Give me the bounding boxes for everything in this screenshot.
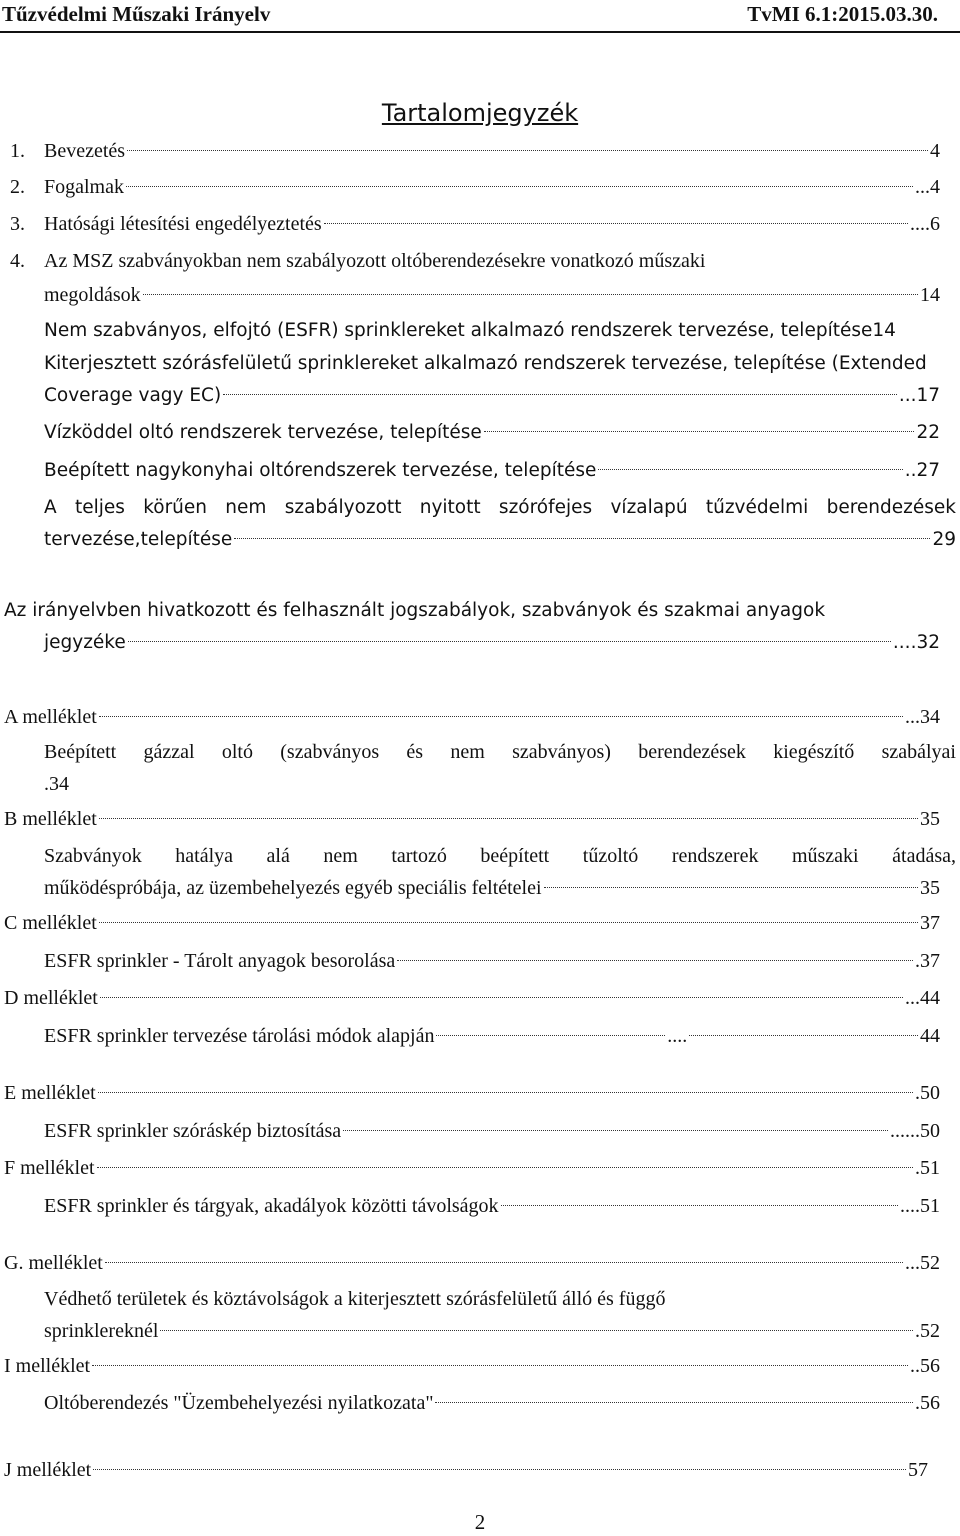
toc-entry-annex-c[interactable] <box>4 906 940 940</box>
toc-text: ESFR sprinkler tervezése tárolási módok alapján <box>44 1025 435 1047</box>
toc-entry-open-nozzle[interactable] <box>44 492 956 556</box>
toc-leader-dots <box>97 1167 913 1168</box>
toc-leader-dots <box>99 922 918 923</box>
toc-entry-esfr-spray-pattern[interactable] <box>44 1114 940 1148</box>
toc-leader-dots <box>99 716 903 717</box>
toc-entry-esfr-obstructions[interactable] <box>44 1189 940 1223</box>
toc-page: 35 <box>920 877 940 899</box>
toc-page: ...44 <box>905 987 940 1009</box>
toc-entry-non-standard-handover[interactable] <box>44 840 956 904</box>
toc-entry-gas-extinguishing[interactable] <box>44 736 956 800</box>
toc-page: 4 <box>930 140 940 162</box>
toc-page: 14 <box>872 320 896 341</box>
toc-entry-protected-areas[interactable] <box>44 1283 940 1347</box>
toc-text: E melléklet <box>4 1082 96 1104</box>
toc-page: ...4 <box>915 176 940 198</box>
toc-text-line-1: A teljes körűen nem szabályozott nyitott szórófejes vízalapú tűzvédelmi berendezések <box>44 497 956 518</box>
toc-page: ....51 <box>900 1195 940 1217</box>
toc-text: Hatósági létesítési engedélyeztetés <box>44 213 322 235</box>
toc-text: ESFR sprinkler - Tárolt anyagok besorolása <box>44 950 396 972</box>
toc-entry-esfr[interactable] <box>44 314 940 348</box>
toc-page: .37 <box>915 950 940 972</box>
toc-text-line-2: jegyzéke <box>44 632 126 653</box>
toc-leader-dots <box>223 394 897 395</box>
toc-text: G. melléklet <box>4 1252 103 1274</box>
toc-entry-annex-g[interactable] <box>4 1246 940 1280</box>
toc-page: ..56 <box>910 1355 940 1377</box>
toc-page: .50 <box>915 1082 940 1104</box>
toc-page: .51 <box>915 1157 940 1179</box>
page-number: 2 <box>474 1510 486 1534</box>
toc-text: C melléklet <box>4 912 97 934</box>
toc-number: 3. <box>10 213 25 235</box>
toc-leader-dots <box>160 1330 913 1331</box>
toc-entry-commissioning-statement[interactable] <box>44 1386 940 1420</box>
toc-entry-annex-j[interactable] <box>4 1453 928 1487</box>
toc-entry-annex-f[interactable] <box>4 1151 940 1185</box>
toc-entry-references[interactable] <box>4 595 940 659</box>
toc-text-line-2: megoldások <box>44 284 141 306</box>
toc-leader-dots <box>501 1205 898 1206</box>
toc-text-line-2: működéspróbája, az üzembehelyezés egyéb speciális feltételei <box>44 877 542 899</box>
toc-leader-dots <box>126 186 913 187</box>
toc-page: 44 <box>920 1025 941 1047</box>
toc-entry-water-mist[interactable] <box>44 416 940 450</box>
toc-text: ESFR sprinkler szóráskép biztosítása <box>44 1120 342 1142</box>
toc-title: Tartalomjegyzék <box>381 99 579 127</box>
toc-page: 29 <box>932 529 956 550</box>
toc-page: ......50 <box>890 1120 940 1142</box>
toc-leader-dots <box>324 223 908 224</box>
toc-leader-dots <box>93 1469 906 1470</box>
toc-text: B melléklet <box>4 808 97 830</box>
toc-text: ESFR sprinkler és tárgyak, akadályok közötti távolságok <box>44 1195 499 1217</box>
toc-leader-dots <box>100 997 903 998</box>
toc-text-line-1: Beépített gázzal oltó (szabványos és nem szabványos) berendezések kiegészítő szabályai <box>44 741 956 763</box>
toc-text: F melléklet <box>4 1157 95 1179</box>
header-title: Tűzvédelmi Műszaki Irányelv <box>2 2 271 26</box>
toc-entry-annex-e[interactable] <box>4 1076 940 1110</box>
toc-leader-mid: .... <box>667 1025 688 1047</box>
toc-page: ...52 <box>905 1252 940 1274</box>
toc-page: ...34 <box>905 706 940 728</box>
toc-leader-dots <box>99 818 918 819</box>
toc-text: D melléklet <box>4 987 98 1009</box>
toc-text: Fogalmak <box>44 176 124 198</box>
toc-number: 1. <box>10 140 25 162</box>
toc-number: 4. <box>10 250 25 272</box>
toc-entry-annex-i[interactable] <box>4 1349 940 1383</box>
toc-page: 35 <box>920 808 940 830</box>
toc-text: Vízköddel oltó rendszerek tervezése, telepítése <box>44 422 482 443</box>
page-header <box>0 0 960 33</box>
toc-leader-dots <box>689 1035 918 1036</box>
toc-leader-dots <box>143 294 918 295</box>
toc-leader-dots <box>544 887 918 888</box>
toc-leader-dots <box>343 1130 888 1131</box>
toc-text-line-1: Kiterjesztett szórásfelületű sprinklereket alkalmazó rendszerek tervezése, telepítése (Extended <box>44 353 927 374</box>
toc-entry-annex-d[interactable] <box>4 981 940 1015</box>
toc-leader-dots <box>105 1262 903 1263</box>
toc-leader-dots <box>484 431 915 432</box>
toc-entry-kitchen[interactable] <box>44 454 940 488</box>
toc-page: .56 <box>915 1392 940 1414</box>
toc-page: 22 <box>916 422 940 443</box>
toc-page: ..27 <box>904 460 940 481</box>
toc-leader-dots <box>436 1035 665 1036</box>
toc-leader-dots <box>92 1365 908 1366</box>
toc-text-line-2: .34 <box>44 773 69 795</box>
toc-leader-dots <box>98 1092 913 1093</box>
toc-number: 2. <box>10 176 25 198</box>
toc-page: ....32 <box>892 632 940 653</box>
toc-text-line-1: Védhető területek és köztávolságok a kiterjesztett szórásfelületű álló és függő <box>44 1288 666 1310</box>
toc-page: 37 <box>920 912 940 934</box>
toc-entry-annex-b[interactable] <box>4 802 940 836</box>
toc-text-line-2: tervezése,telepítése <box>44 529 233 550</box>
toc-leader-dots <box>435 1402 913 1403</box>
toc-text: Oltóberendezés "Üzembehelyezési nyilatkozata" <box>44 1392 434 1414</box>
toc-text-line-2: Coverage vagy EC) <box>44 385 222 406</box>
toc-entry-esfr-storage-design[interactable] <box>44 1019 940 1053</box>
toc-text: A melléklet <box>4 706 97 728</box>
toc-page: 14 <box>920 284 940 306</box>
toc-entry-4[interactable] <box>0 244 940 312</box>
toc-leader-dots <box>127 150 928 151</box>
toc-text-line-2: sprinklereknél <box>44 1320 159 1342</box>
toc-entry-extended-coverage[interactable] <box>44 348 940 412</box>
toc-text: Bevezetés <box>44 140 126 162</box>
toc-text-line-1: Az irányelvben hivatkozott és felhasznált jogszabályok, szabványok és szakmai anyagok <box>4 600 826 621</box>
toc-entry-annex-a[interactable] <box>4 700 940 734</box>
toc-leader-dots <box>598 469 902 470</box>
toc-page: .52 <box>915 1320 940 1342</box>
toc-entry-3[interactable] <box>0 207 940 241</box>
toc-text: J melléklet <box>4 1459 92 1481</box>
toc-leader-dots <box>234 538 930 539</box>
toc-page: ....6 <box>910 213 940 235</box>
toc-text: Beépített nagykonyhai oltórendszerek tervezése, telepítése <box>44 460 597 481</box>
toc-text-line-1: Az MSZ szabványokban nem szabályozott oltóberendezésekre vonatkozó műszaki <box>44 250 706 272</box>
toc-text: I melléklet <box>4 1355 91 1377</box>
toc-entry-1[interactable] <box>0 134 940 168</box>
toc-leader-dots <box>128 641 891 642</box>
toc-page: ...17 <box>898 385 940 406</box>
toc-page: 57 <box>908 1459 928 1481</box>
header-document-code: TvMI 6.1:2015.03.30. <box>747 2 938 26</box>
toc-text: Nem szabványos, elfojtó (ESFR) sprinklereket alkalmazó rendszerek tervezése, telepítése <box>44 320 873 341</box>
toc-leader-dots <box>397 960 913 961</box>
toc-entry-2[interactable] <box>0 170 940 204</box>
toc-entry-esfr-storage-class[interactable] <box>44 944 940 978</box>
toc-text-line-1: Szabványok hatálya alá nem tartozó beépített tűzoltó rendszerek műszaki átadása, <box>44 845 956 867</box>
